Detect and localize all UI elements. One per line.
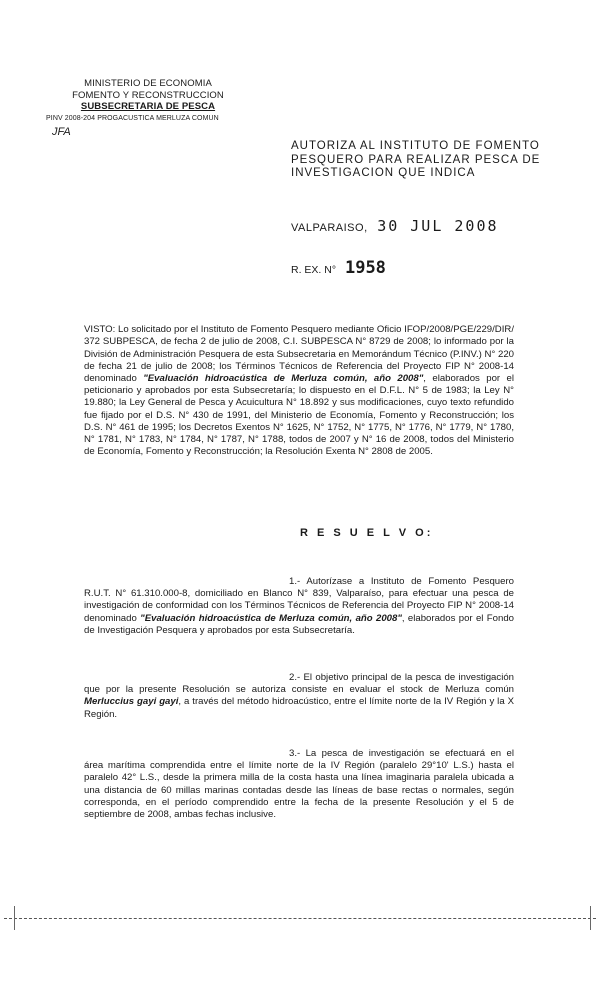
paragraph-2 bbox=[84, 672, 514, 721]
author-initials: JFA bbox=[52, 126, 71, 138]
visto-label: VISTO: bbox=[84, 324, 116, 336]
date-stamp: 30 JUL 2008 bbox=[377, 217, 499, 235]
subsecretaria-name: SUBSECRETARIA DE PESCA bbox=[80, 101, 216, 112]
visto-text-1: Lo solicitado por el Instituto de Fomento Pesquero mediante Oficio IFOP/2008/PGE/229/DIR/ 372 SUBPESCA, de fecha 2 de julio de 2008, C.I. SUBPESCA N° 8729 de 2008; lo informado por la División de Administración Pesquera de esta Subsecretaria en Memorándum Técnico (P.INV.) N° 220 de fecha 21 de julio de 2008; los Términos Técnicos de Referencia del Proyecto FIP N° 2008-14 denominado bbox=[84, 324, 514, 385]
visto-paragraph bbox=[84, 312, 514, 458]
visto-text-2: , elaborados por el peticionario y aprobados por esta Subsecretaría; lo dispuesto en el D.F.L. N° 5 de 1983; la Ley N° 19.880; la Ley General de Pesca y Acuicultura N° 18.892 y sus modificaciones, cuyo texto refundido fue fijado por el D.S. N° 430 de 1991, del Ministerio de Economía, Fomento y Reconstrucción; los D.S. N° 461 de 1995; los Decretos Exentos N° 1625, N° 1752, N° 1775, N° 1776, N° 1779, N° 1780, N° 1781, N° 1783, N° 1784, N° 1787, N° 1788, todos de 2007 y N° 16 de 2008, todos del Ministerio de Economía, Fomento y Reconstrucción; la Resolución Exenta N° 2808 de 2005. bbox=[84, 373, 514, 458]
p1-text-2: , elaborados por el Fondo de Investigación Pesquera y aprobados por esta Subsecretaría. bbox=[84, 612, 514, 636]
p2-species: Merluccius gayi gayi bbox=[84, 696, 179, 708]
p3-number: 3.- bbox=[289, 748, 301, 759]
p2-text-2: , a través del método hidroacústico, entre el límite norte de la IV Región y la X Región. bbox=[84, 696, 514, 720]
p1-text-1: Autorízase a Instituto de Fomento Pesquero R.U.T. N° 61.310.000-8, domiciliado en Blanco N° 839, Valparaíso, para efectuar una pesca de investigación de conformidad con los Términos Técnicos de Referencia del Proyecto FIP N° 2008-14 denominado bbox=[84, 576, 514, 624]
ministry-name: MINISTERIO DE ECONOMIA bbox=[84, 78, 212, 89]
visto-project: "Evaluación hidroacústica de Merluza común, año 2008" bbox=[143, 373, 424, 385]
scan-mark-left bbox=[14, 906, 15, 930]
date-line bbox=[291, 217, 499, 235]
p1-number: 1.- bbox=[289, 576, 301, 587]
p2-number: 2.- bbox=[289, 672, 301, 683]
p3-text: La pesca de investigación se efectuará en el área marítima comprendida entre el límite norte de la IV Región (paralelo 29°10' L.S.) hasta el paralelo 42° L.S., desde la primera milla de la costa hasta una línea imaginaria paralela ubicada a una distancia de 60 millas marinas contadas desde las líneas de base rectas o normales, según corresponda, en el período comprendido entre la fecha de la presente Resolución y el 5 de septiembre de 2008, ambas fechas inclusive. bbox=[84, 748, 514, 821]
p1-project: "Evaluación hidroacústica de Merluza común, año 2008" bbox=[140, 612, 402, 624]
city-label: VALPARAISO, bbox=[291, 222, 368, 234]
paragraph-1 bbox=[84, 576, 514, 637]
p2-text-1: El objetivo principal de la pesca de investigación que por la presente Resolución se autoriza consiste en evaluar el stock de Merluza común bbox=[84, 672, 514, 696]
rex-number: 1958 bbox=[344, 258, 386, 278]
document-title: AUTORIZA AL INSTITUTO DE FOMENTO PESQUERO PARA REALIZAR PESCA DE INVESTIGACION QUE INDICA bbox=[291, 140, 541, 179]
resuelvo-heading: R E S U E L V O: bbox=[300, 527, 434, 539]
bottom-rule bbox=[4, 918, 596, 919]
letterhead bbox=[48, 78, 248, 124]
reference-code: PINV 2008-204 PROGACUSTICA MERLUZA COMUN bbox=[46, 114, 219, 122]
scan-mark-right bbox=[590, 906, 591, 930]
ministry-subtitle: FOMENTO Y RECONSTRUCCION bbox=[72, 89, 224, 101]
resolution-number-line bbox=[291, 258, 386, 278]
paragraph-3 bbox=[84, 748, 514, 821]
rex-label: R. EX. N° bbox=[291, 264, 337, 276]
